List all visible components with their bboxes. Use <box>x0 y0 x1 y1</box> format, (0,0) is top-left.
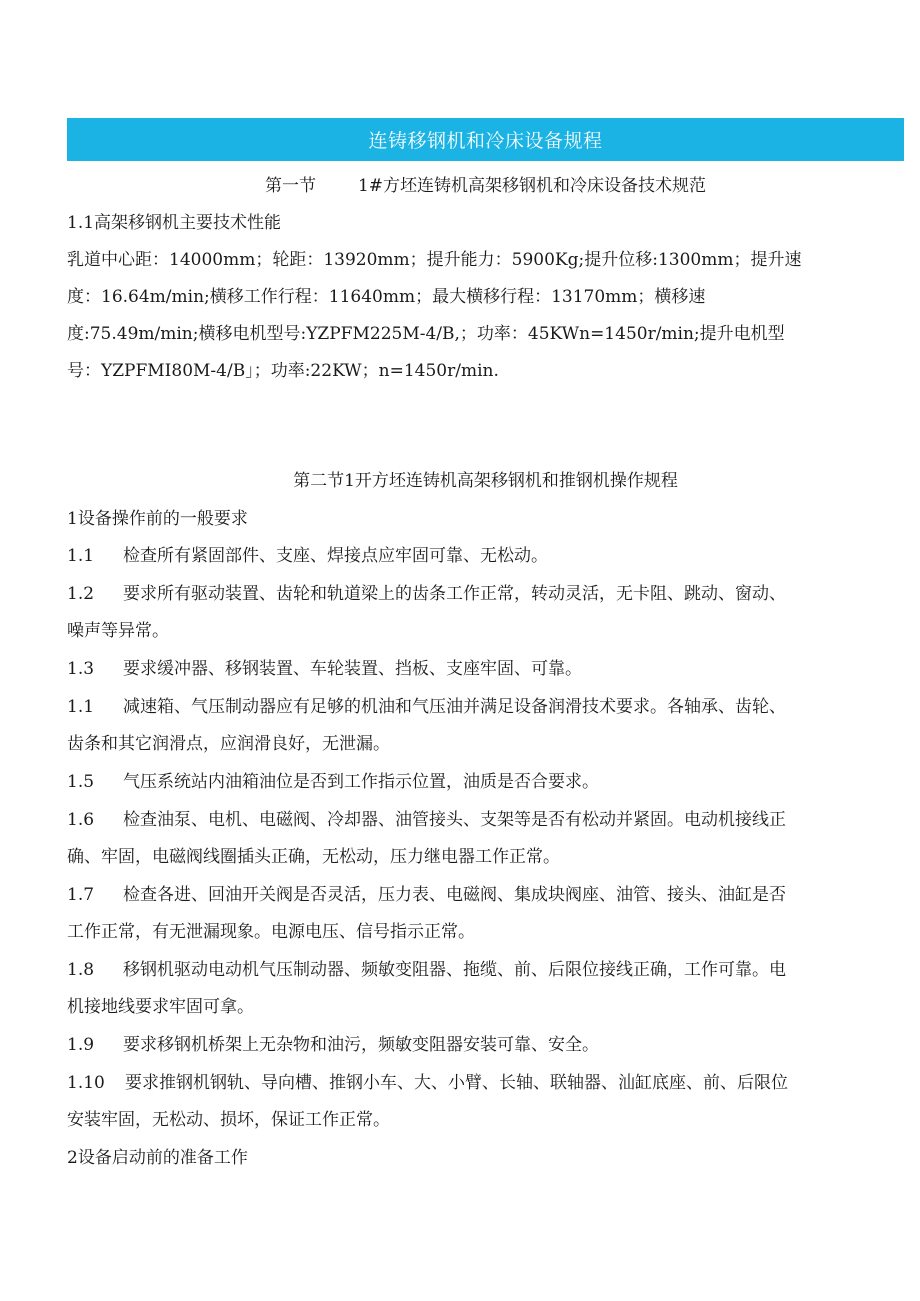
list-item-continuation: 噪声等异常。 <box>67 621 169 641</box>
item-text: 要求缓冲器、移钢装置、车轮装置、挡板、支座牢固、可靠。 <box>123 659 582 679</box>
item-number: 1.3 <box>67 659 95 679</box>
item-number: 1.1 <box>67 697 95 717</box>
item-text: 要求移钢机桥架上无杂物和油污，频敏变阻器安装可靠、安全。 <box>123 1035 599 1055</box>
item-text: 检查所有紧固部件、支座、焊接点应牢固可靠、无松动。 <box>123 546 548 566</box>
item-number: 1.9 <box>67 1035 95 1055</box>
section1-heading-text: 1#方坯连铸机高架移钢机和冷床设备技术规范 <box>357 176 707 196</box>
list-item <box>67 957 786 983</box>
item-number: 1.5 <box>67 772 95 792</box>
list-item-continuation: 机接地线要求牢固可拿。 <box>67 997 254 1017</box>
list-item <box>67 656 582 682</box>
spec-line: 度:75.49m/min;横移电机型号:YZPFM225M-4/B,；功率：45KWn=1450r/min;提升电机型 <box>67 324 785 344</box>
list-item <box>67 1070 788 1096</box>
list-item <box>67 543 548 569</box>
section2-subheading: 2设备启动前的准备工作 <box>67 1148 248 1168</box>
item-number: 1.10 <box>67 1073 105 1093</box>
section2-heading: 第二节1开方坯连铸机高架移钢机和推钢机操作规程 <box>293 471 678 491</box>
list-item <box>67 769 599 795</box>
section1-heading-label: 第一节 <box>264 176 316 196</box>
item-number: 1.7 <box>67 885 95 905</box>
item-text: 减速箱、气压制动器应有足够的机油和气压油并满足设备润滑技术要求。各轴承、齿轮、 <box>123 697 786 717</box>
list-item <box>67 807 786 833</box>
item-text: 检查油泵、电机、电磁阀、冷却器、油管接头、支架等是否有松动并紧固。电动机接线正 <box>123 810 786 830</box>
section1-subheading: 1.1高架移钢机主要技术性能 <box>67 213 282 233</box>
item-number: 1.8 <box>67 960 95 980</box>
document-title-banner <box>67 118 904 161</box>
list-item <box>67 882 786 908</box>
section2-subheading: 1设备操作前的一般要求 <box>67 509 248 529</box>
item-text: 移钢机驱动电动机气压制动器、频敏变阻器、拖缆、前、后限位接线正确，工作可靠。电 <box>123 960 786 980</box>
list-item <box>67 1032 599 1058</box>
list-item-continuation: 安装牢固，无松动、损坏，保证工作正常。 <box>67 1110 390 1130</box>
list-item-continuation: 齿条和其它润滑点，应润滑良好，无泄漏。 <box>67 734 390 754</box>
document-title: 连铸移钢机和冷床设备规程 <box>368 130 603 152</box>
spec-line: 乳道中心距：14000mm；轮距：13920mm；提升能力：5900Kg;提升位移:1300mm；提升速 <box>67 250 802 270</box>
item-text: 检查各进、回油开关阀是否灵活，压力表、电磁阀、集成块阀座、油管、接头、油缸是否 <box>123 885 786 905</box>
list-item <box>67 694 786 720</box>
spec-line: 度：16.64m/min;横移工作行程：11640mm；最大横移行程：13170mm；横移速 <box>67 287 706 307</box>
item-number: 1.2 <box>67 584 95 604</box>
item-text: 要求推钢机钢轨、导向槽、推钢小车、大、小臂、长轴、联轴器、汕缸底座、前、后限位 <box>125 1073 788 1093</box>
list-item-continuation: 确、牢固，电磁阀线圈插头正确，无松动，压力继电器工作正常。 <box>67 847 560 867</box>
item-text: 气压系统站内油箱油位是否到工作指示位置，油质是否合要求。 <box>123 772 599 792</box>
item-number: 1.6 <box>67 810 95 830</box>
spec-line: 号：YZPFMI80M-4/B」；功率:22KW；n=1450r/min. <box>67 361 499 381</box>
list-item-continuation: 工作正常，有无泄漏现象。电源电压、信号指示正常。 <box>67 922 475 942</box>
list-item <box>67 581 786 607</box>
item-text: 要求所有驱动装置、齿轮和轨道梁上的齿条工作正常，转动灵活，无卡阻、跳动、窗动、 <box>123 584 786 604</box>
item-number: 1.1 <box>67 546 95 566</box>
section1-heading <box>67 173 904 199</box>
